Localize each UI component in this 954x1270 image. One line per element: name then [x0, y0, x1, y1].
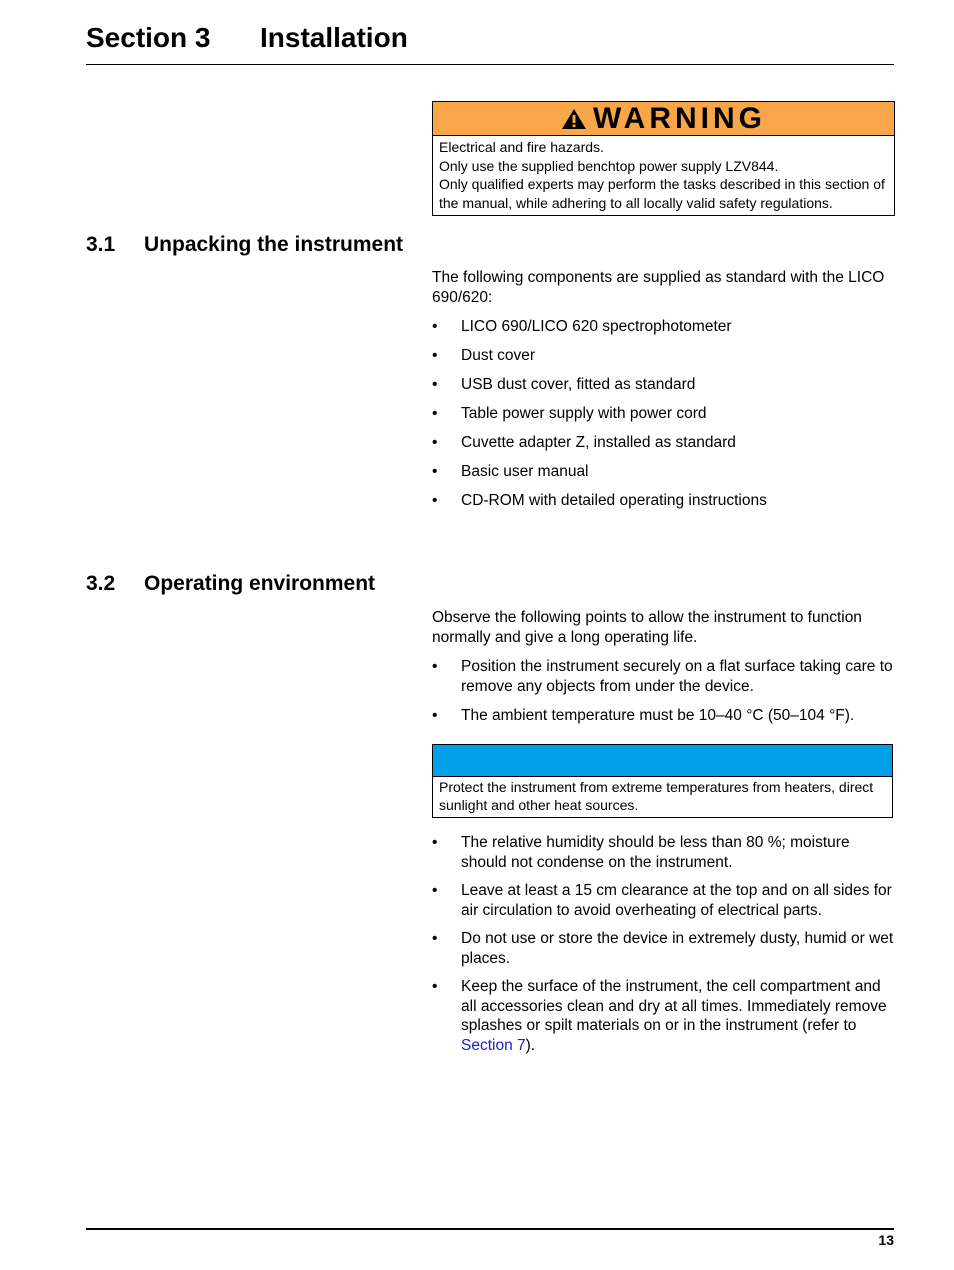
heading-number: 3.1	[86, 233, 116, 256]
list-item: • USB dust cover, fitted as standard	[432, 376, 696, 393]
heading-operating-environment	[86, 572, 375, 596]
warning-line: Only qualified experts may perform the tasks described in this section of the manual, while adhering to all locally valid safety regulations.	[439, 176, 885, 211]
section-title: Installation	[260, 22, 408, 53]
notice-text: Protect the instrument from extreme temperatures from heaters, direct sunlight and other heat sources.	[439, 779, 874, 813]
list-item: • The ambient temperature must be 10–40 °C (50–104 °F).	[432, 706, 855, 724]
warning-line: Electrical and fire hazards.	[439, 139, 604, 155]
notice-box	[432, 744, 893, 818]
section-header	[86, 18, 894, 65]
warning-body	[433, 136, 894, 214]
environment-list-b	[432, 833, 894, 1055]
heading-number: 3.2	[86, 572, 116, 595]
list-item: • Keep the surface of the instrument, the cell compartment and all accessories clean and dry at all times. Immediately remove splashes or spilt materials on or in the instrument (refer to Section 7).	[432, 978, 887, 1054]
list-item: • Basic user manual	[432, 463, 589, 480]
list-item: • CD-ROM with detailed operating instructions	[432, 492, 767, 509]
list-item: • Leave at least a 15 cm clearance at the top and on all sides for air circulation to avoid overheating of electrical parts.	[432, 882, 892, 919]
components-list	[432, 317, 894, 511]
environment-list-a	[432, 657, 894, 725]
list-item: • LICO 690/LICO 620 spectrophotometer	[432, 318, 732, 335]
list-item: • Dust cover	[432, 347, 536, 364]
list-item: • Position the instrument securely on a flat surface taking care to remove any objects from under the device.	[432, 658, 893, 695]
list-item: • Table power supply with power cord	[432, 405, 707, 422]
warning-header	[433, 102, 894, 136]
notice-header	[433, 745, 892, 777]
heading-text: Operating environment	[144, 572, 376, 595]
warning-triangle-icon	[561, 108, 587, 130]
page-number: 13	[878, 1232, 894, 1248]
warning-title: WARNING	[593, 101, 766, 135]
section-7-link[interactable]: Section 7	[461, 1036, 526, 1054]
list-item: • Cuvette adapter Z, installed as standard	[432, 434, 736, 451]
environment-intro: Observe the following points to allow the instrument to function normally and give a long operating life.	[432, 609, 862, 646]
section-number: Section 3	[86, 22, 211, 53]
unpacking-intro: The following components are supplied as standard with the LICO 690/620:	[432, 269, 885, 306]
heading-text: Unpacking the instrument	[144, 233, 404, 256]
heading-unpacking	[86, 233, 403, 257]
footer-rule	[86, 1228, 894, 1230]
warning-box	[432, 101, 895, 216]
warning-line: Only use the supplied benchtop power supply LZV844.	[439, 157, 779, 174]
list-item: • Do not use or store the device in extremely dusty, humid or wet places.	[432, 930, 894, 967]
list-item: • The relative humidity should be less than 80 %; moisture should not condense on the instrument.	[432, 834, 850, 871]
